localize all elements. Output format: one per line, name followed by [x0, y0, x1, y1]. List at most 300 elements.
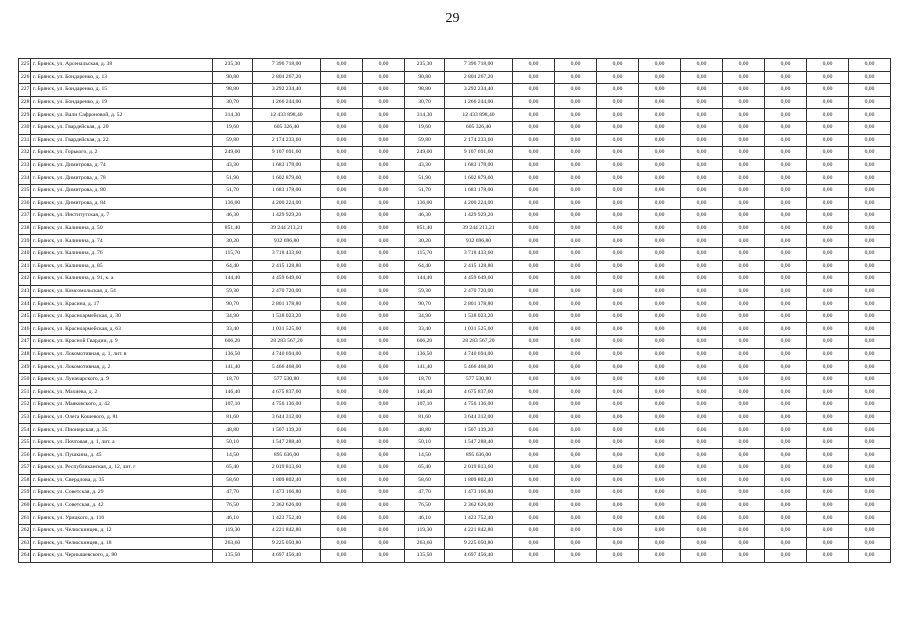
table-row — [19, 348, 891, 361]
zero-cell: 0,00 — [555, 373, 597, 386]
zero-cell: 0,00 — [849, 474, 891, 487]
cost-cell: 1 683 178,00 — [253, 184, 321, 197]
zero-cell: 0,00 — [681, 109, 723, 122]
zero-cell: 0,00 — [597, 172, 639, 185]
area-cell: 235,30 — [213, 59, 253, 72]
zero-cell: 0,00 — [681, 59, 723, 72]
cost-cell: 9 225 050,80 — [445, 537, 513, 550]
zero-cell: 0,00 — [639, 499, 681, 512]
cost-cell: 5 466 468,00 — [253, 361, 321, 374]
area-cell: 249,00 — [213, 147, 253, 160]
zero-cell: 0,00 — [513, 323, 555, 336]
table-row — [19, 59, 891, 72]
zero-cell: 0,00 — [555, 310, 597, 323]
zero-cell: 0,00 — [849, 499, 891, 512]
cost-cell: 12 433 898,40 — [445, 109, 513, 122]
zero-cell: 0,00 — [321, 524, 363, 537]
area-cell: 136,50 — [213, 348, 253, 361]
zero-cell: 0,00 — [363, 109, 405, 122]
area-cell: 263,60 — [405, 537, 445, 550]
area-cell: 46,10 — [213, 512, 253, 525]
cost-cell: 1 423 752,40 — [253, 512, 321, 525]
zero-cell: 0,00 — [639, 310, 681, 323]
cost-cell: 1 538 023,20 — [445, 310, 513, 323]
address-cell: г. Брянск, ул. Димитрова, д. 78 — [31, 172, 213, 185]
cost-cell: 4 697 456,40 — [445, 550, 513, 563]
zero-cell: 0,00 — [363, 210, 405, 223]
zero-cell: 0,00 — [513, 550, 555, 563]
zero-cell: 0,00 — [681, 210, 723, 223]
row-number: 244 — [19, 298, 31, 311]
area-cell: 58,60 — [405, 474, 445, 487]
area-cell: 46,30 — [213, 210, 253, 223]
zero-cell: 0,00 — [681, 499, 723, 512]
row-number: 252 — [19, 399, 31, 412]
zero-cell: 0,00 — [723, 247, 765, 260]
zero-cell: 0,00 — [555, 172, 597, 185]
zero-cell: 0,00 — [639, 411, 681, 424]
row-number: 230 — [19, 121, 31, 134]
zero-cell: 0,00 — [363, 285, 405, 298]
zero-cell: 0,00 — [513, 512, 555, 525]
zero-cell: 0,00 — [765, 411, 807, 424]
zero-cell: 0,00 — [807, 537, 849, 550]
zero-cell: 0,00 — [639, 386, 681, 399]
zero-cell: 0,00 — [849, 109, 891, 122]
zero-cell: 0,00 — [597, 71, 639, 84]
area-cell: 81,60 — [405, 411, 445, 424]
table-row — [19, 184, 891, 197]
zero-cell: 0,00 — [597, 336, 639, 349]
area-cell: 59,30 — [405, 285, 445, 298]
zero-cell: 0,00 — [849, 121, 891, 134]
zero-cell: 0,00 — [723, 487, 765, 500]
zero-cell: 0,00 — [849, 537, 891, 550]
area-cell: 33,40 — [405, 323, 445, 336]
cost-cell: 1 809 802,40 — [445, 474, 513, 487]
zero-cell: 0,00 — [513, 147, 555, 160]
address-cell: г. Брянск, ул. Институтская, д. 7 — [31, 210, 213, 223]
zero-cell: 0,00 — [639, 474, 681, 487]
zero-cell: 0,00 — [363, 462, 405, 475]
zero-cell: 0,00 — [723, 172, 765, 185]
zero-cell: 0,00 — [849, 336, 891, 349]
zero-cell: 0,00 — [849, 399, 891, 412]
zero-cell: 0,00 — [681, 222, 723, 235]
page-number: 29 — [445, 11, 460, 26]
zero-cell: 0,00 — [681, 147, 723, 160]
cost-cell: 1 429 929,20 — [253, 210, 321, 223]
zero-cell: 0,00 — [363, 273, 405, 286]
zero-cell: 0,00 — [849, 449, 891, 462]
zero-cell: 0,00 — [597, 109, 639, 122]
address-cell: г. Брянск, ул. Димитрова, д. 84 — [31, 197, 213, 210]
zero-cell: 0,00 — [513, 449, 555, 462]
zero-cell: 0,00 — [363, 512, 405, 525]
zero-cell: 0,00 — [681, 399, 723, 412]
table-row — [19, 550, 891, 563]
zero-cell: 0,00 — [513, 84, 555, 97]
address-cell: г. Брянск, ул. Димитрова, д. 74 — [31, 159, 213, 172]
zero-cell: 0,00 — [321, 247, 363, 260]
cost-cell: 1 683 178,00 — [445, 159, 513, 172]
area-cell: 51,70 — [213, 184, 253, 197]
zero-cell: 0,00 — [681, 436, 723, 449]
cost-cell: 4 200 224,00 — [445, 197, 513, 210]
zero-cell: 0,00 — [321, 109, 363, 122]
cost-cell: 4 756 136,00 — [253, 399, 321, 412]
area-cell: 50,10 — [213, 436, 253, 449]
zero-cell: 0,00 — [555, 436, 597, 449]
area-cell: 47,70 — [213, 487, 253, 500]
zero-cell: 0,00 — [639, 184, 681, 197]
zero-cell: 0,00 — [849, 323, 891, 336]
area-cell: 51,90 — [213, 172, 253, 185]
zero-cell: 0,00 — [849, 386, 891, 399]
table-row — [19, 134, 891, 147]
zero-cell: 0,00 — [513, 71, 555, 84]
zero-cell: 0,00 — [597, 348, 639, 361]
cost-cell: 7 396 718,00 — [445, 59, 513, 72]
cost-cell: 1 683 178,00 — [253, 159, 321, 172]
table-row — [19, 222, 891, 235]
zero-cell: 0,00 — [597, 273, 639, 286]
area-cell: 98,80 — [213, 84, 253, 97]
zero-cell: 0,00 — [765, 449, 807, 462]
zero-cell: 0,00 — [363, 134, 405, 147]
area-cell: 146,40 — [213, 386, 253, 399]
zero-cell: 0,00 — [555, 273, 597, 286]
zero-cell: 0,00 — [555, 348, 597, 361]
area-cell: 606,20 — [405, 336, 445, 349]
zero-cell: 0,00 — [723, 323, 765, 336]
area-cell: 14,50 — [405, 449, 445, 462]
zero-cell: 0,00 — [321, 96, 363, 109]
zero-cell: 0,00 — [555, 184, 597, 197]
area-cell: 81,60 — [213, 411, 253, 424]
zero-cell: 0,00 — [597, 96, 639, 109]
area-cell: 48,80 — [213, 424, 253, 437]
zero-cell: 0,00 — [849, 159, 891, 172]
zero-cell: 0,00 — [321, 487, 363, 500]
zero-cell: 0,00 — [597, 361, 639, 374]
zero-cell: 0,00 — [555, 487, 597, 500]
zero-cell: 0,00 — [723, 386, 765, 399]
address-cell: г. Брянск, ул. Чернышевского, д. 80 — [31, 550, 213, 563]
zero-cell: 0,00 — [513, 121, 555, 134]
area-cell: 18,70 — [213, 373, 253, 386]
row-number: 260 — [19, 499, 31, 512]
row-number: 249 — [19, 361, 31, 374]
cost-cell: 1 547 288,40 — [253, 436, 321, 449]
row-number: 242 — [19, 273, 31, 286]
cost-cell: 2 804 267,20 — [253, 71, 321, 84]
zero-cell: 0,00 — [597, 247, 639, 260]
cost-cell: 1 602 879,60 — [445, 172, 513, 185]
area-cell: 30,20 — [213, 235, 253, 248]
zero-cell: 0,00 — [849, 210, 891, 223]
zero-cell: 0,00 — [363, 474, 405, 487]
cost-cell: 2 804 267,20 — [445, 71, 513, 84]
zero-cell: 0,00 — [597, 147, 639, 160]
table-row — [19, 487, 891, 500]
area-cell: 30,20 — [405, 235, 445, 248]
zero-cell: 0,00 — [639, 197, 681, 210]
table-row — [19, 462, 891, 475]
area-cell: 18,70 — [405, 373, 445, 386]
address-cell: г. Брянск, ул. Бондаренко, д. 13 — [31, 71, 213, 84]
zero-cell: 0,00 — [321, 550, 363, 563]
zero-cell: 0,00 — [849, 260, 891, 273]
zero-cell: 0,00 — [555, 449, 597, 462]
cost-cell: 4 675 837,60 — [253, 386, 321, 399]
zero-cell: 0,00 — [555, 121, 597, 134]
area-cell: 14,50 — [213, 449, 253, 462]
zero-cell: 0,00 — [807, 285, 849, 298]
zero-cell: 0,00 — [765, 310, 807, 323]
zero-cell: 0,00 — [681, 159, 723, 172]
zero-cell: 0,00 — [363, 59, 405, 72]
row-number: 264 — [19, 550, 31, 563]
zero-cell: 0,00 — [723, 159, 765, 172]
zero-cell: 0,00 — [639, 222, 681, 235]
zero-cell: 0,00 — [765, 487, 807, 500]
zero-cell: 0,00 — [555, 524, 597, 537]
cost-cell: 1 473 166,80 — [253, 487, 321, 500]
row-number: 256 — [19, 449, 31, 462]
zero-cell: 0,00 — [765, 499, 807, 512]
zero-cell: 0,00 — [807, 109, 849, 122]
table-row — [19, 512, 891, 525]
address-cell: г. Брянск, ул. Горького, д. 2 — [31, 147, 213, 160]
table-row — [19, 96, 891, 109]
zero-cell: 0,00 — [321, 399, 363, 412]
zero-cell: 0,00 — [723, 260, 765, 273]
zero-cell: 0,00 — [321, 361, 363, 374]
zero-cell: 0,00 — [597, 84, 639, 97]
zero-cell: 0,00 — [765, 222, 807, 235]
zero-cell: 0,00 — [363, 550, 405, 563]
area-cell: 51,70 — [405, 184, 445, 197]
zero-cell: 0,00 — [723, 424, 765, 437]
zero-cell: 0,00 — [555, 235, 597, 248]
area-cell: 98,80 — [405, 84, 445, 97]
zero-cell: 0,00 — [849, 487, 891, 500]
zero-cell: 0,00 — [681, 96, 723, 109]
zero-cell: 0,00 — [321, 373, 363, 386]
zero-cell: 0,00 — [639, 84, 681, 97]
table-row — [19, 336, 891, 349]
zero-cell: 0,00 — [639, 348, 681, 361]
cost-cell: 2 019 813,60 — [445, 462, 513, 475]
zero-cell: 0,00 — [513, 499, 555, 512]
row-number: 247 — [19, 336, 31, 349]
zero-cell: 0,00 — [849, 84, 891, 97]
zero-cell: 0,00 — [681, 462, 723, 475]
zero-cell: 0,00 — [597, 524, 639, 537]
zero-cell: 0,00 — [681, 373, 723, 386]
zero-cell: 0,00 — [723, 71, 765, 84]
zero-cell: 0,00 — [849, 134, 891, 147]
cost-cell: 9 107 691,60 — [445, 147, 513, 160]
area-cell: 107,10 — [213, 399, 253, 412]
zero-cell: 0,00 — [597, 222, 639, 235]
zero-cell: 0,00 — [321, 71, 363, 84]
area-cell: 19,60 — [405, 121, 445, 134]
zero-cell: 0,00 — [513, 373, 555, 386]
zero-cell: 0,00 — [849, 172, 891, 185]
zero-cell: 0,00 — [513, 424, 555, 437]
table-row — [19, 159, 891, 172]
address-cell: г. Брянск, ул. Калинина, д. 76 — [31, 247, 213, 260]
zero-cell: 0,00 — [723, 462, 765, 475]
area-cell: 59,30 — [213, 285, 253, 298]
area-cell: 851,40 — [405, 222, 445, 235]
zero-cell: 0,00 — [681, 260, 723, 273]
area-cell: 141,40 — [405, 361, 445, 374]
address-cell: г. Брянск, ул. Калинина, д. 50 — [31, 222, 213, 235]
zero-cell: 0,00 — [849, 348, 891, 361]
area-cell: 115,70 — [213, 247, 253, 260]
zero-cell: 0,00 — [513, 134, 555, 147]
zero-cell: 0,00 — [849, 273, 891, 286]
cost-cell: 39 244 213,21 — [445, 222, 513, 235]
zero-cell: 0,00 — [363, 499, 405, 512]
cost-cell: 28 283 567,20 — [445, 336, 513, 349]
table-row — [19, 537, 891, 550]
address-cell: г. Брянск, ул. Комсомольская, д. 54 — [31, 285, 213, 298]
area-cell: 90,80 — [405, 71, 445, 84]
zero-cell: 0,00 — [765, 210, 807, 223]
zero-cell: 0,00 — [723, 474, 765, 487]
cost-cell: 3 718 433,60 — [253, 247, 321, 260]
zero-cell: 0,00 — [513, 96, 555, 109]
zero-cell: 0,00 — [363, 336, 405, 349]
zero-cell: 0,00 — [363, 487, 405, 500]
area-cell: 119,30 — [213, 524, 253, 537]
zero-cell: 0,00 — [765, 109, 807, 122]
zero-cell: 0,00 — [807, 71, 849, 84]
zero-cell: 0,00 — [513, 197, 555, 210]
row-number: 240 — [19, 247, 31, 260]
zero-cell: 0,00 — [513, 210, 555, 223]
zero-cell: 0,00 — [807, 273, 849, 286]
table-row — [19, 411, 891, 424]
cost-cell: 2 174 233,60 — [445, 134, 513, 147]
zero-cell: 0,00 — [765, 524, 807, 537]
zero-cell: 0,00 — [765, 537, 807, 550]
row-number: 250 — [19, 373, 31, 386]
zero-cell: 0,00 — [597, 386, 639, 399]
zero-cell: 0,00 — [513, 298, 555, 311]
table-row — [19, 84, 891, 97]
zero-cell: 0,00 — [681, 550, 723, 563]
zero-cell: 0,00 — [723, 537, 765, 550]
cost-cell: 4 697 456,40 — [253, 550, 321, 563]
zero-cell: 0,00 — [639, 524, 681, 537]
zero-cell: 0,00 — [321, 172, 363, 185]
row-number: 237 — [19, 210, 31, 223]
row-number: 251 — [19, 386, 31, 399]
cost-cell: 2 801 178,80 — [445, 298, 513, 311]
zero-cell: 0,00 — [597, 550, 639, 563]
cost-cell: 605 326,40 — [253, 121, 321, 134]
cost-cell: 577 530,80 — [253, 373, 321, 386]
zero-cell: 0,00 — [723, 147, 765, 160]
cost-cell: 1 473 166,80 — [445, 487, 513, 500]
zero-cell: 0,00 — [363, 71, 405, 84]
zero-cell: 0,00 — [681, 310, 723, 323]
zero-cell: 0,00 — [723, 273, 765, 286]
zero-cell: 0,00 — [639, 210, 681, 223]
address-cell: г. Брянск, ул. Локомотивная, д. 1, лит. в — [31, 348, 213, 361]
address-cell: г. Брянск, ул. Урицкого, д. 116 — [31, 512, 213, 525]
data-table — [18, 58, 891, 563]
zero-cell: 0,00 — [555, 386, 597, 399]
address-cell: г. Брянск, ул. Красноармейская, д. 30 — [31, 310, 213, 323]
zero-cell: 0,00 — [765, 235, 807, 248]
cost-cell: 4 740 694,00 — [445, 348, 513, 361]
area-cell: 90,70 — [405, 298, 445, 311]
zero-cell: 0,00 — [807, 247, 849, 260]
cost-cell: 2 415 128,80 — [445, 260, 513, 273]
zero-cell: 0,00 — [849, 298, 891, 311]
zero-cell: 0,00 — [723, 373, 765, 386]
area-cell: 107,10 — [405, 399, 445, 412]
zero-cell: 0,00 — [555, 96, 597, 109]
zero-cell: 0,00 — [363, 436, 405, 449]
zero-cell: 0,00 — [849, 462, 891, 475]
zero-cell: 0,00 — [639, 71, 681, 84]
zero-cell: 0,00 — [681, 273, 723, 286]
zero-cell: 0,00 — [513, 109, 555, 122]
zero-cell: 0,00 — [363, 184, 405, 197]
zero-cell: 0,00 — [849, 436, 891, 449]
zero-cell: 0,00 — [807, 499, 849, 512]
zero-cell: 0,00 — [513, 487, 555, 500]
zero-cell: 0,00 — [597, 373, 639, 386]
cost-cell: 4 221 842,80 — [253, 524, 321, 537]
zero-cell: 0,00 — [765, 184, 807, 197]
cost-cell: 1 602 879,60 — [253, 172, 321, 185]
area-cell: 76,50 — [405, 499, 445, 512]
zero-cell: 0,00 — [723, 59, 765, 72]
cost-cell: 4 675 837,60 — [445, 386, 513, 399]
zero-cell: 0,00 — [363, 84, 405, 97]
zero-cell: 0,00 — [321, 411, 363, 424]
zero-cell: 0,00 — [555, 134, 597, 147]
area-cell: 58,60 — [213, 474, 253, 487]
zero-cell: 0,00 — [723, 524, 765, 537]
zero-cell: 0,00 — [723, 121, 765, 134]
zero-cell: 0,00 — [807, 222, 849, 235]
zero-cell: 0,00 — [723, 336, 765, 349]
row-number: 238 — [19, 222, 31, 235]
cost-cell: 605 326,40 — [445, 121, 513, 134]
zero-cell: 0,00 — [681, 524, 723, 537]
zero-cell: 0,00 — [723, 84, 765, 97]
zero-cell: 0,00 — [639, 172, 681, 185]
zero-cell: 0,00 — [681, 512, 723, 525]
zero-cell: 0,00 — [321, 273, 363, 286]
zero-cell: 0,00 — [765, 512, 807, 525]
table-row — [19, 235, 891, 248]
zero-cell: 0,00 — [723, 361, 765, 374]
zero-cell: 0,00 — [765, 298, 807, 311]
zero-cell: 0,00 — [555, 247, 597, 260]
zero-cell: 0,00 — [807, 386, 849, 399]
table-row — [19, 285, 891, 298]
